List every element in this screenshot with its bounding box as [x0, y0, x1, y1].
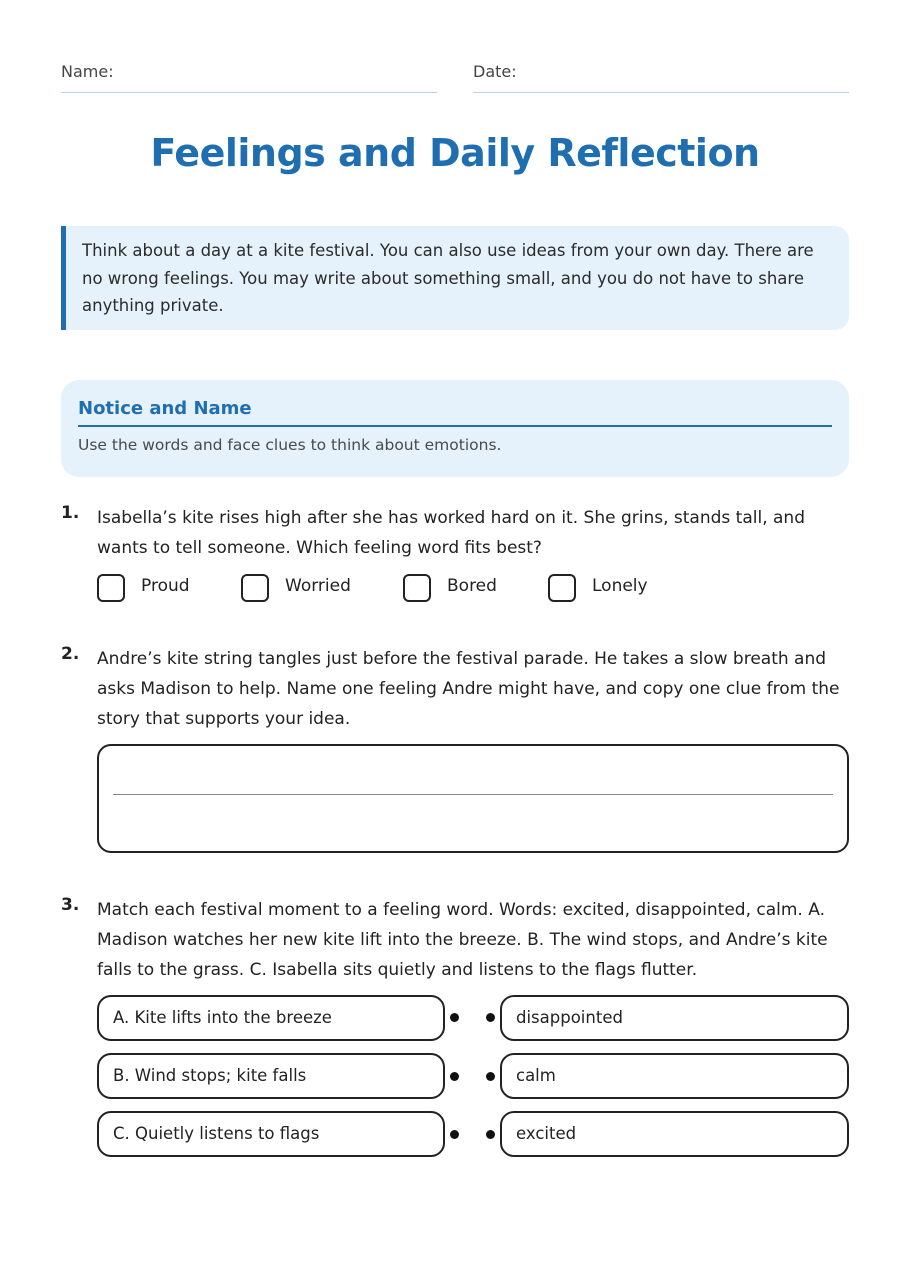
- question-text: Isabella’s kite rises high after she has worked hard on it. She grins, stands tall, and wants to tell someone. Which feeling word fits best?: [97, 508, 805, 558]
- intro-callout: Think about a day at a kite festival. You can also use ideas from your own day. There are no wrong feelings. You may write about something small, and you do not have to share anything private.: [61, 226, 849, 330]
- answer-line: [113, 794, 833, 795]
- checkbox[interactable]: [548, 574, 576, 602]
- match-dot-left[interactable]: [450, 1072, 459, 1081]
- choice-label: Lonely: [592, 576, 648, 596]
- choice-label: Bored: [447, 576, 497, 596]
- match-right-item[interactable]: calm: [500, 1053, 849, 1099]
- question-number: 3.: [61, 895, 80, 915]
- name-field[interactable]: [61, 62, 437, 93]
- question-text: Match each festival moment to a feeling word. Words: excited, disappointed, calm. A. Madison watches her new kite lift into the breeze. B. The wind stops, and Andre’s kite falls to the grass. C. Isabella sits quietly and listens to the flags flutter.: [97, 900, 828, 980]
- choice-label: Proud: [141, 576, 190, 596]
- date-field[interactable]: [473, 62, 849, 93]
- date-label: Date:: [473, 62, 517, 81]
- match-left-item[interactable]: B. Wind stops; kite falls: [97, 1053, 445, 1099]
- choice-label: Worried: [285, 576, 351, 596]
- section-subtitle: Use the words and face clues to think about emotions.: [78, 436, 502, 454]
- match-dot-right[interactable]: [486, 1072, 495, 1081]
- checkbox[interactable]: [403, 574, 431, 602]
- match-left-item[interactable]: A. Kite lifts into the breeze: [97, 995, 445, 1041]
- section-title: Notice and Name: [78, 398, 832, 427]
- checkbox[interactable]: [97, 574, 125, 602]
- name-label: Name:: [61, 62, 114, 81]
- question-text: Andre’s kite string tangles just before the festival parade. He takes a slow breath and asks Madison to help. Name one feeling Andre might have, and copy one clue from the story that supports your idea.: [97, 649, 840, 729]
- question-number: 1.: [61, 503, 80, 523]
- match-dot-right[interactable]: [486, 1130, 495, 1139]
- match-dot-left[interactable]: [450, 1130, 459, 1139]
- checkbox[interactable]: [241, 574, 269, 602]
- match-dot-left[interactable]: [450, 1013, 459, 1022]
- answer-box[interactable]: [97, 744, 849, 853]
- match-right-item[interactable]: disappointed: [500, 995, 849, 1041]
- page-title: Feelings and Daily Reflection: [150, 131, 760, 175]
- match-dot-right[interactable]: [486, 1013, 495, 1022]
- match-right-item[interactable]: excited: [500, 1111, 849, 1157]
- section-header: [61, 380, 849, 477]
- question-number: 2.: [61, 644, 80, 664]
- header-row: [61, 62, 849, 92]
- match-left-item[interactable]: C. Quietly listens to flags: [97, 1111, 445, 1157]
